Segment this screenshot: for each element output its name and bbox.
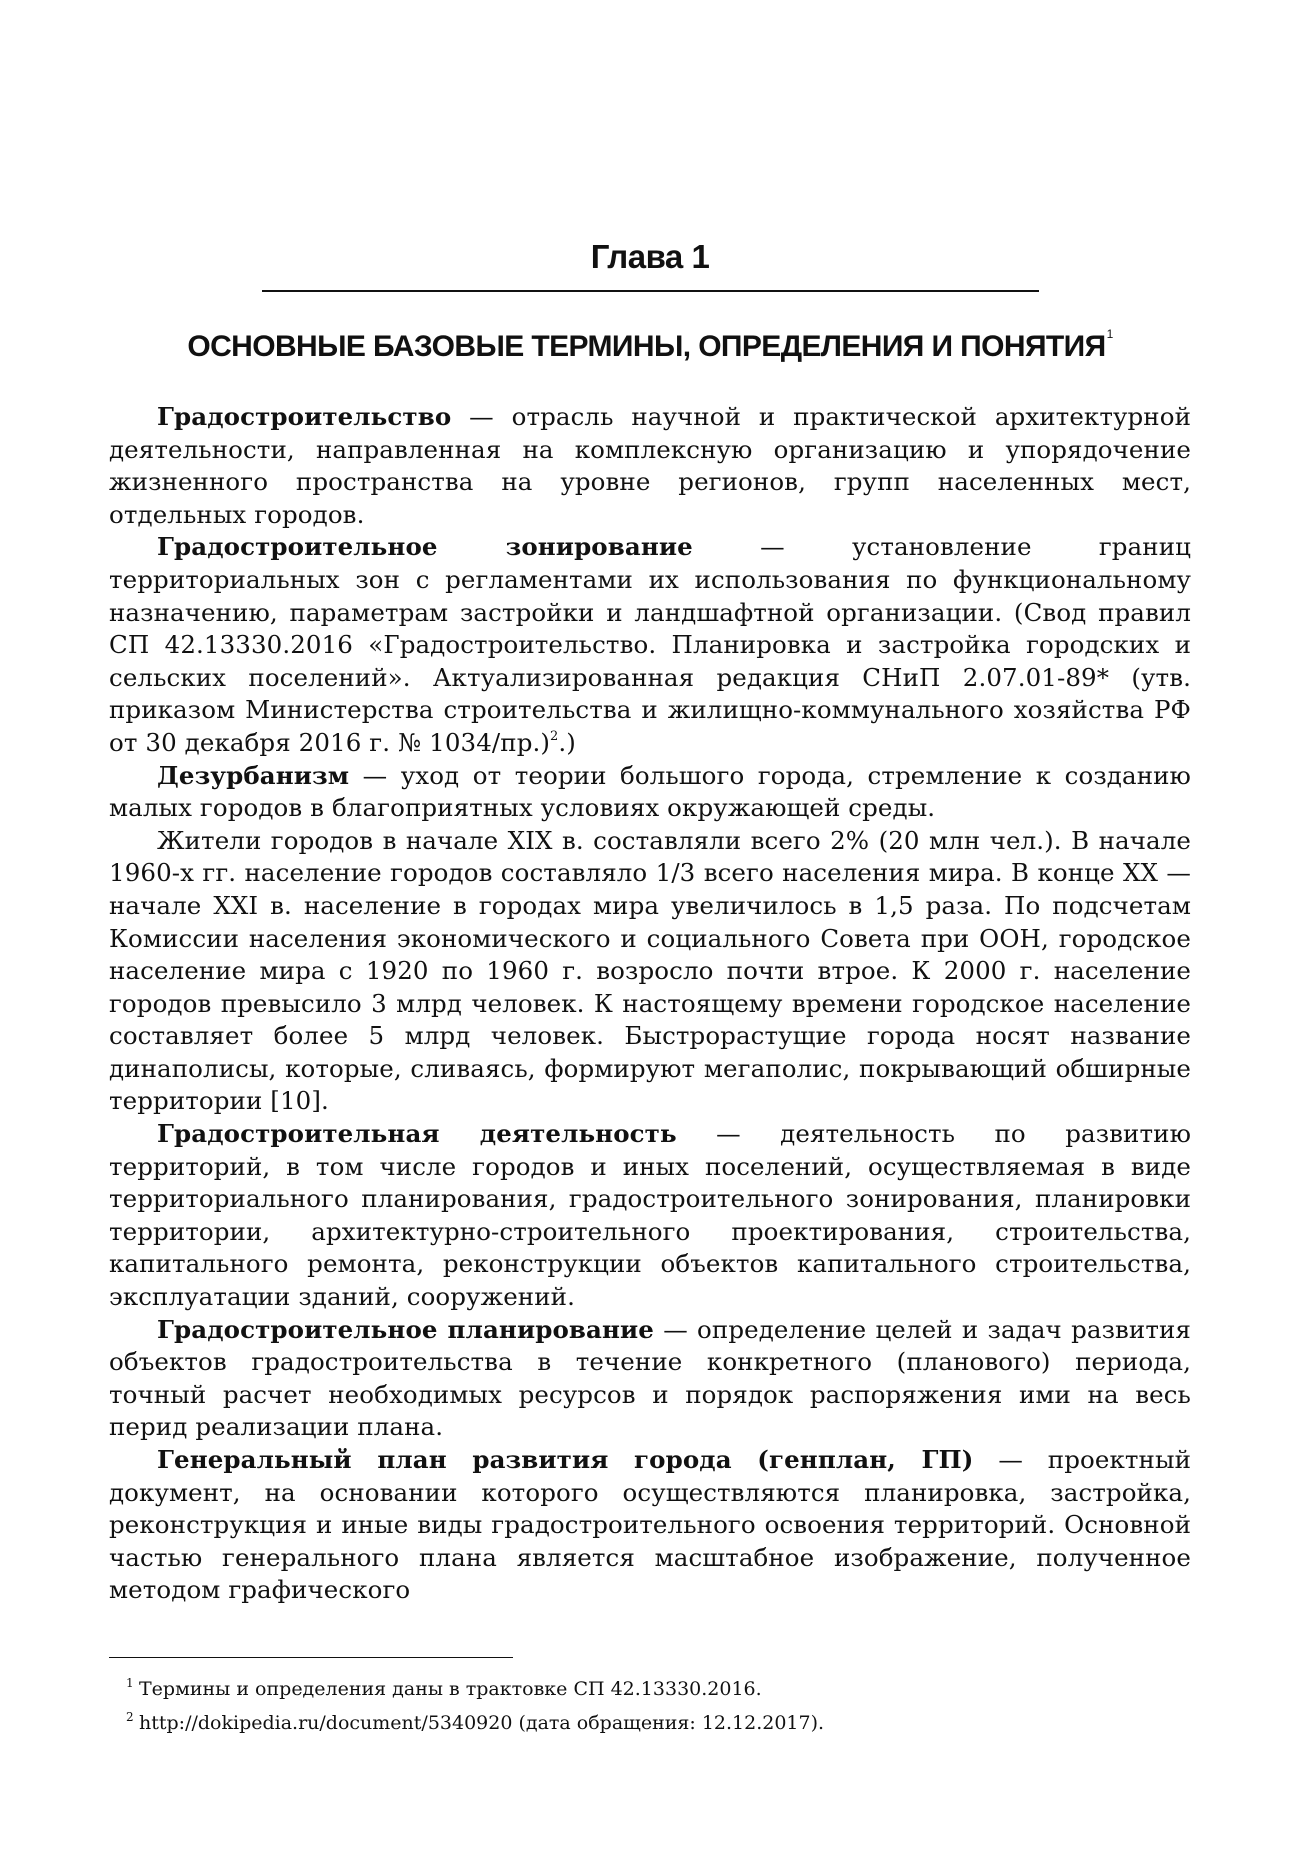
definition: — деятельность по развитию территорий, в том числе городов и иных поселений, осуществляемая в виде территориального планирования, градостроительного зонирования, планировки территории, архитектурно-строительного проектирования, строительства, капитального ремонта, реконструкции объектов капитального строительства, эксплуатации зданий, сооружений. bbox=[109, 1119, 1191, 1312]
term: Градостроительное планирование bbox=[157, 1314, 654, 1344]
section-title bbox=[0, 327, 1300, 364]
footnotes bbox=[109, 1672, 1191, 1740]
footnote-2 bbox=[109, 1706, 1191, 1740]
paragraph-planirovanie bbox=[109, 1314, 1191, 1444]
term: Градостроительство bbox=[157, 402, 452, 431]
footnote-1 bbox=[109, 1672, 1191, 1706]
paragraph-gradostroitelstvo bbox=[109, 401, 1191, 531]
term: Генеральный план развития города (генплан, ГП) bbox=[157, 1445, 974, 1474]
footnote-mark: 2 bbox=[126, 1710, 134, 1724]
footnote-mark: 1 bbox=[126, 1676, 134, 1690]
definition-tail: .) bbox=[558, 727, 576, 757]
paragraph-dezurbanizm bbox=[109, 760, 1191, 825]
section-title-text: ОСНОВНЫЕ БАЗОВЫЕ ТЕРМИНЫ, ОПРЕДЕЛЕНИЯ И ПОНЯТИЯ bbox=[187, 330, 1106, 363]
footnote-ref-2: 2 bbox=[550, 728, 559, 744]
chapter-title: Глава 1 bbox=[590, 238, 710, 275]
footnote-text: http://dokipedia.ru/document/5340920 (дата обращения: 12.12.2017). bbox=[139, 1712, 825, 1734]
term: Дезурбанизм bbox=[157, 760, 350, 790]
footnote-rule bbox=[109, 1657, 513, 1658]
definition: — проектный документ, на основании которого осуществляются планировка, застройка, реконструкция и иные виды градостроительного освоения территорий. Основной частью генерального плана является масштабное изображение, полученное методом графического bbox=[109, 1445, 1191, 1605]
paragraph-zonirovanie bbox=[109, 531, 1191, 759]
term: Градостроительная деятельность bbox=[157, 1119, 677, 1149]
definition: — уход от теории большого города, стремление к созданию малых городов в благоприятных условиях окружающей среды. bbox=[109, 760, 1191, 823]
definition: — установление границ территориальных зон с регламентами их использования по функциональному назначению, параметрам застройки и ландшафтной организации. (Свод правил СП 42.13330.2016 «Градостроительство. Планировка и застройка городских и сельских поселений». Актуализированная редакция СНиП 2.07.01-89* (утв. приказом Министерства строительства и жилищно-коммунального хозяйства РФ от 30 декабря 2016 г. № 1034/пр.) bbox=[109, 532, 1191, 757]
footnote-text: Термины и определения даны в трактовке СП 42.13330.2016. bbox=[139, 1678, 762, 1700]
paragraph-population bbox=[109, 825, 1191, 1118]
paragraph-genplan bbox=[109, 1444, 1191, 1607]
paragraph-deyatelnost bbox=[109, 1118, 1191, 1314]
body-text bbox=[109, 401, 1191, 1607]
chapter-rule bbox=[262, 290, 1039, 292]
paragraph-text: Жители городов в начале XIX в. составляли всего 2% (20 млн чел.). В начале 1960-х гг. население городов составляло 1/3 всего населения мира. В конце XX — начале XXI в. население в городах мира увеличилось в 1,5 раза. По подсчетам Комиссии населения экономического и социального Совета при ООН, городское население мира с 1920 по 1960 г. возросло почти втрое. К 2000 г. население городов превысило 3 млрд человек. К настоящему времени городское население составляет более 5 млрд человек. Быстрорастущие города носят название динаполисы, которые, сливаясь, формируют мегаполис, покрывающий обширные территории [10]. bbox=[109, 825, 1191, 1116]
footnote-ref-1: 1 bbox=[1106, 327, 1113, 341]
definition: — определение целей и задач развития объектов градостроительства в течение конкретного (планового) периода, точный расчет необходимых ресурсов и порядок распоряжения ими на весь перид реализации плана. bbox=[109, 1314, 1191, 1442]
definition: — отрасль научной и практической архитектурной деятельности, направленная на комплексную организацию и упорядочение жизненного пространства на уровне регионов, групп населенных мест, отдельных городов. bbox=[109, 402, 1191, 529]
term: Градостроительное зонирование bbox=[157, 532, 693, 562]
